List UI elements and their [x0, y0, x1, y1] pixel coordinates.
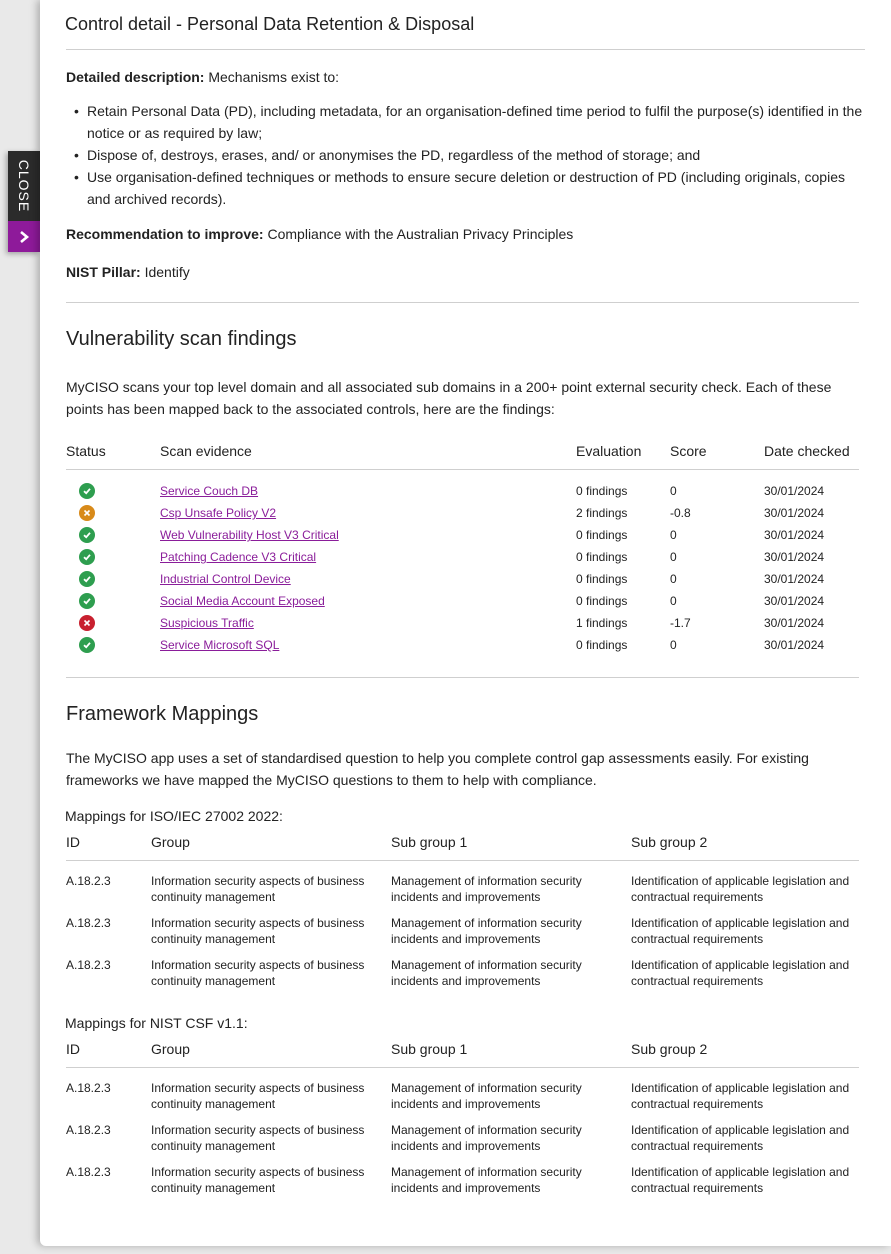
mapping-row — [66, 873, 859, 913]
scan-row — [66, 524, 859, 546]
date-cell: 30/01/2024 — [764, 594, 825, 608]
mapping-cell-group: Information security aspects of business continuity management — [151, 874, 365, 904]
description-text: Mechanisms exist to: — [208, 69, 340, 85]
scan-row — [66, 502, 859, 524]
mapping-table-title: Mappings for ISO/IEC 27002 2022: — [65, 808, 283, 824]
scan-evidence-link[interactable]: Suspicious Traffic — [160, 616, 254, 630]
evaluation-cell: 0 findings — [576, 550, 628, 564]
bullet-item: • Use organisation-defined techniques or methods to ensure secure deletion or destruction of PD (including originals, copies and archived records). — [66, 166, 866, 210]
frameworks-heading: Framework Mappings — [66, 703, 259, 725]
score-cell: 0 — [670, 572, 677, 586]
date-cell: 30/01/2024 — [764, 528, 825, 542]
scan-row — [66, 590, 859, 612]
check-circle-icon — [79, 483, 95, 499]
mapping-cell-id: A.18.2.3 — [66, 1123, 111, 1137]
date-cell: 30/01/2024 — [764, 550, 825, 564]
mapping-row — [66, 957, 859, 997]
table-header-divider — [66, 860, 859, 861]
description-label: Detailed description: — [66, 69, 205, 85]
evaluation-cell: 0 findings — [576, 528, 628, 542]
mapping-cell-group: Information security aspects of business continuity management — [151, 916, 365, 946]
nist-pillar — [66, 261, 190, 283]
mapping-cell-sub2: Identification of applicable legislation and contractual requirements — [631, 916, 850, 946]
evaluation-cell: 0 findings — [576, 572, 628, 586]
table-header-divider — [66, 1067, 859, 1068]
scan-evidence-link[interactable]: Service Microsoft SQL — [160, 638, 280, 652]
scan-evidence-link[interactable]: Service Couch DB — [160, 484, 259, 498]
mapping-cell-sub1: Management of information security incidents and improvements — [391, 1081, 582, 1111]
check-circle-icon — [79, 549, 95, 565]
mapping-row — [66, 1080, 859, 1120]
scan-evidence-link[interactable]: Web Vulnerability Host V3 Critical — [160, 528, 339, 542]
mapping-row — [66, 1164, 859, 1204]
score-cell: 0 — [670, 484, 677, 498]
section-divider — [66, 302, 859, 303]
mapping-table-title: Mappings for NIST CSF v1.1: — [65, 1015, 248, 1031]
mapping-cell-id: A.18.2.3 — [66, 1165, 111, 1179]
description-intro — [66, 66, 339, 88]
mapping-cell-sub2: Identification of applicable legislation and contractual requirements — [631, 1123, 850, 1153]
mapping-cell-id: A.18.2.3 — [66, 874, 111, 888]
mapping-col-sub1: Sub group 1 — [391, 834, 468, 850]
date-cell: 30/01/2024 — [764, 638, 825, 652]
chevron-right-icon[interactable] — [8, 221, 40, 252]
check-circle-icon — [79, 571, 95, 587]
date-cell: 30/01/2024 — [764, 572, 825, 586]
scan-row — [66, 612, 859, 634]
mapping-cell-group: Information security aspects of business continuity management — [151, 1081, 365, 1111]
scan-evidence-link[interactable]: Patching Cadence V3 Critical — [160, 550, 317, 564]
evaluation-cell: 0 findings — [576, 484, 628, 498]
recommendation-text: Compliance with the Australian Privacy Principles — [267, 226, 574, 242]
check-circle-icon — [79, 593, 95, 609]
scan-heading: Vulnerability scan findings — [66, 328, 297, 350]
mapping-cell-sub2: Identification of applicable legislation and contractual requirements — [631, 1081, 850, 1111]
mapping-cell-group: Information security aspects of business continuity management — [151, 958, 365, 988]
frameworks-intro: The MyCISO app uses a set of standardised question to help you complete control gap assessments easily. For existing frameworks we have mapped the MyCISO questions to them to help with compliance. — [66, 750, 809, 788]
close-label[interactable] — [8, 151, 40, 221]
col-evaluation: Evaluation — [576, 443, 642, 459]
score-cell: 0 — [670, 594, 677, 608]
scan-evidence-link[interactable]: Social Media Account Exposed — [160, 594, 325, 608]
check-circle-icon — [79, 527, 95, 543]
score-cell: 0 — [670, 528, 677, 542]
scan-evidence-link[interactable]: Csp Unsafe Policy V2 — [160, 506, 277, 520]
score-cell: 0 — [670, 550, 677, 564]
mapping-row — [66, 1122, 859, 1162]
evaluation-cell: 1 findings — [576, 616, 628, 630]
mapping-col-group: Group — [151, 834, 190, 850]
recommendation — [66, 223, 573, 245]
mapping-cell-sub1: Management of information security incidents and improvements — [391, 1165, 582, 1195]
mapping-cell-sub1: Management of information security incidents and improvements — [391, 958, 582, 988]
warning-x-circle-icon — [79, 505, 95, 521]
mapping-col-id: ID — [66, 834, 80, 850]
evaluation-cell: 0 findings — [576, 638, 628, 652]
mapping-cell-group: Information security aspects of business continuity management — [151, 1123, 365, 1153]
mapping-col-sub1: Sub group 1 — [391, 1041, 468, 1057]
close-panel-tab[interactable] — [8, 151, 40, 252]
bullet-item: • Retain Personal Data (PD), including metadata, for an organisation-defined time period to fulfil the purpose(s) identified in the notice or as required by law; — [66, 100, 866, 144]
description-bullets — [66, 100, 866, 210]
date-cell: 30/01/2024 — [764, 506, 825, 520]
date-cell: 30/01/2024 — [764, 616, 825, 630]
score-cell: -0.8 — [670, 506, 691, 520]
section-divider — [66, 677, 859, 678]
bullet-item: • Dispose of, destroys, erases, and/ or anonymises the PD, regardless of the method of storage; and — [66, 144, 866, 166]
error-x-circle-icon — [79, 615, 95, 631]
mapping-cell-sub1: Management of information security incidents and improvements — [391, 1123, 582, 1153]
panel-title: Control detail - Personal Data Retention & Disposal — [65, 14, 475, 34]
check-circle-icon — [79, 637, 95, 653]
col-score: Score — [670, 443, 707, 459]
col-scan-evidence: Scan evidence — [160, 443, 252, 459]
mapping-cell-id: A.18.2.3 — [66, 1081, 111, 1095]
col-status: Status — [66, 443, 106, 459]
scan-row — [66, 568, 859, 590]
mapping-cell-sub2: Identification of applicable legislation and contractual requirements — [631, 958, 850, 988]
recommendation-label: Recommendation to improve: — [66, 226, 264, 242]
mapping-col-sub2: Sub group 2 — [631, 1041, 708, 1057]
mapping-cell-sub2: Identification of applicable legislation and contractual requirements — [631, 874, 850, 904]
mapping-cell-sub1: Management of information security incidents and improvements — [391, 916, 582, 946]
evaluation-cell: 0 findings — [576, 594, 628, 608]
col-date-checked: Date checked — [764, 443, 850, 459]
score-cell: -1.7 — [670, 616, 691, 630]
scan-row — [66, 480, 859, 502]
mapping-cell-sub2: Identification of applicable legislation and contractual requirements — [631, 1165, 850, 1195]
scan-evidence-link[interactable]: Industrial Control Device — [160, 572, 291, 586]
scan-intro: MyCISO scans your top level domain and all associated sub domains in a 200+ point external security check. Each of these points has been mapped back to the associated controls, here are the findings: — [66, 379, 832, 417]
scan-row — [66, 546, 859, 568]
nist-pillar-value: Identify — [144, 264, 190, 280]
score-cell: 0 — [670, 638, 677, 652]
mapping-cell-id: A.18.2.3 — [66, 958, 111, 972]
table-header-divider — [66, 469, 859, 470]
mapping-row — [66, 915, 859, 955]
control-detail-panel — [40, 0, 891, 1246]
date-cell: 30/01/2024 — [764, 484, 825, 498]
close-text: CLOSE — [16, 159, 32, 213]
mapping-col-group: Group — [151, 1041, 190, 1057]
mapping-cell-group: Information security aspects of business continuity management — [151, 1165, 365, 1195]
mapping-cell-id: A.18.2.3 — [66, 916, 111, 930]
mapping-cell-sub1: Management of information security incidents and improvements — [391, 874, 582, 904]
nist-pillar-label: NIST Pillar: — [66, 264, 141, 280]
evaluation-cell: 2 findings — [576, 506, 628, 520]
mapping-col-sub2: Sub group 2 — [631, 834, 708, 850]
mapping-col-id: ID — [66, 1041, 80, 1057]
header-divider — [66, 49, 865, 50]
scan-row — [66, 634, 859, 656]
